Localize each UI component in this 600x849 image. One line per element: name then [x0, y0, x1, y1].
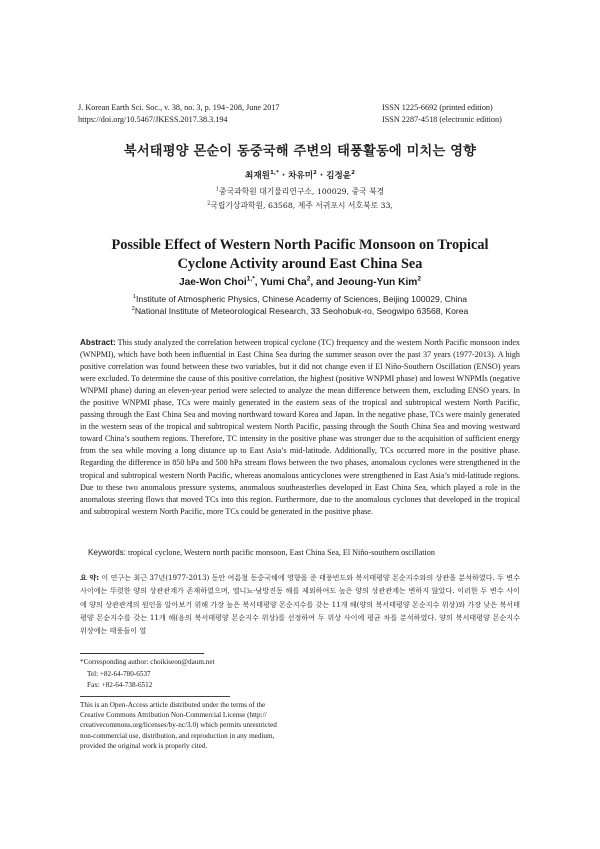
- footnote-divider: [80, 653, 204, 654]
- header-left: [78, 102, 279, 125]
- license-line: non-commercial use, distribution, and reproduction in any medium,: [80, 731, 275, 740]
- korean-abstract-label: 요 약:: [80, 573, 100, 582]
- author-ko-1-affil-number: 1,: [269, 170, 276, 177]
- affil-text: 중국과학원 대기물리연구소, 100029, 중국 북경: [219, 187, 385, 196]
- affil-number: 1: [132, 294, 137, 301]
- affil-text: National Institute of Meteorological Research, 33 Seohobuk-ro, Seogwipo 63568, Korea: [134, 306, 469, 316]
- corresponding-mark: *: [275, 170, 279, 177]
- author-en-1: Jae-Won Choi: [178, 277, 247, 288]
- license-notice: [80, 700, 280, 751]
- korean-affiliation-2: [0, 200, 600, 211]
- author-en-2: , Yumi Cha: [254, 277, 307, 288]
- author-separator: ·: [316, 171, 327, 181]
- author-ko-3: 김정윤: [326, 171, 352, 181]
- english-authors: [0, 277, 600, 288]
- license-line: provided the original work is properly cited.: [80, 741, 208, 750]
- korean-abstract: [80, 571, 520, 637]
- english-title-line-1: Possible Effect of Western North Pacific Monsoon on Tropical: [111, 237, 489, 253]
- author-en-2-affil: 2: [306, 275, 311, 283]
- issn-print: ISSN 1225-6692 (printed edition): [382, 103, 493, 112]
- author-en-1-affil: 1,*: [246, 275, 255, 283]
- keywords-text: tropical cyclone, Western north pacific monsoon, East China Sea, El Niño-southern oscillation: [125, 548, 435, 557]
- fax-line: Fax: +82-64-738-6512: [87, 681, 153, 689]
- affil-text: 국립기상과학원, 63568, 제주 서귀포시 서호북로 33,: [210, 201, 393, 210]
- license-line[interactable]: creativecommons.org/licenses/by-nc/3.0) which permits unrestricted: [80, 721, 277, 730]
- author-en-3: , and Jeoung-Yun Kim: [310, 277, 418, 288]
- issn-electronic: ISSN 2287-4518 (electronic edition): [382, 114, 502, 124]
- license-line: This is an Open-Access article distributed under the terms of the: [80, 701, 266, 709]
- author-ko-2-affil: 2: [313, 170, 317, 177]
- affil-number: 2: [131, 306, 135, 313]
- author-ko-3-affil: 2: [351, 170, 355, 177]
- korean-abstract-text: 이 연구는 최근 37년(1977-2013) 동안 여름철 동중국해에 영향을 준 태풍빈도와 북서태평양 몬순지수와의 상관을 분석하였다. 두 변수 사이에는 뚜렷한 양의 상관관계가 존재하였으며, 엘니뇨-남방진동 해를 제외하여도 높은 양의 상관관계는 변하지 않았다. 이러한 두 변수 사이에 양의 상관관계의 원인을 알아보기 위해 가장 높은 북서태평양 몬순지수를 갖는 11개 해(양의 북서태평양 몬순지수 위상)와 가장 낮은 북서태평양 몬순지수를 갖는 11개 해(음의 북서태평양 몬순지수 위상)를 선정하여 두 위상 사이에 평균 차를 분석하였다. 양의 북서태평양 몬순지수 위상에는 태풍들이 열: [80, 573, 520, 636]
- keywords: [88, 548, 520, 557]
- header-right: [382, 102, 502, 125]
- affil-number: 1: [215, 186, 220, 193]
- affil-number: 2: [207, 200, 211, 207]
- author-en-3-affil: 2: [417, 275, 422, 283]
- english-title-line-2: Cyclone Activity around East China Sea: [177, 255, 423, 272]
- english-abstract: [80, 337, 520, 518]
- abstract-label: Abstract:: [80, 338, 116, 347]
- tel-line: Tel: +82-64-780-6537: [87, 670, 151, 678]
- author-ko-1: 최재원: [245, 171, 270, 181]
- korean-authors: [0, 169, 600, 181]
- license-line[interactable]: Creative Commons Attribution Non-Commercial License (http://: [80, 711, 267, 720]
- author-separator: ·: [278, 171, 289, 181]
- keywords-label: Keywords:: [88, 548, 126, 557]
- affil-text: Institute of Atmospheric Physics, Chinese Academy of Sciences, Beijing 100029, China: [136, 294, 468, 304]
- author-ko-1-affil: [270, 170, 279, 176]
- journal-citation: J. Korean Earth Sci. Soc., v. 38, no. 3, p. 194−208, June 2017: [78, 103, 280, 112]
- author-ko-2: 차유미: [288, 171, 314, 181]
- english-affiliation-1: [0, 294, 600, 304]
- english-affiliation-2: [0, 306, 600, 316]
- corresponding-author: *Corresponding author: choikiseon@daum.net: [80, 658, 215, 666]
- korean-title: 북서태평양 몬순이 동중국해 주변의 태풍활동에 미치는 영향: [123, 144, 477, 159]
- doi-link[interactable]: https://doi.org/10.5467/JKESS.2017.38.3.194: [78, 114, 228, 124]
- english-title: [0, 236, 600, 273]
- abstract-text: This study analyzed the correlation between tropical cyclone (TC) frequency and the western North Pacific monsoon index (WNPMI), which have both been influential in East China Sea during the summer season over the past 37 years (1977-2013). A high positive correlation was found between these two variables, but it did not change even if El Niño-Southern Oscillation (ENSO) years were excluded. To determine the cause of this positive correlation, the highest (positive WNPMI phase) and lowest WNPMIs (negative WNPMI phase) during an eleven-year period were selected to analyze the mean difference between them, excluding ENSO years. In the positive WNPMI phase, TCs were mainly generated in the eastern seas of the tropical and subtropical western North Pacific, passing through the East China Sea and moving northward toward Korea and Japan. In the negative phase, TCs were mainly generated in the western seas of the tropical and subtropical western North Pacific, passing through the South China Sea and moving westward toward China’s southern regions. Therefore, TC intensity in the positive phase was stronger due to the acquisition of sufficient energy from the sea while moving a long distance up to East Asia’s mid-latitude. Additionally, TCs occurred more in the positive phase. Regarding the difference in 850 hPa and 500 hPa stream flows between the two phases, anomalous cyclones were strengthened in the tropical and subtropical western North Pacific, whereas anomalous anticyclones were strengthened in East Asia’s mid-latitude regions. Due to these two anomalous pressure systems, anomalous southeasterlies developed in East China Sea, which played a role in the anomalous steering flows that moved TCs into this region. Furthermore, due to the anomalous cyclones that developed in the tropical and subtropical western North Pacific, more TCs could be generated in the positive phase.: [80, 338, 520, 516]
- license-divider: [80, 696, 230, 697]
- korean-affiliation-1: [0, 186, 600, 197]
